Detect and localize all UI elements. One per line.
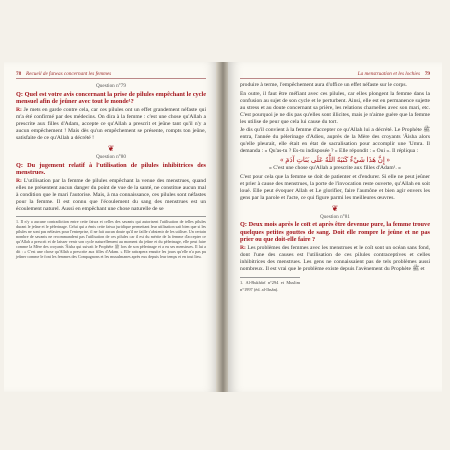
answer-label: R: [16,107,22,114]
footnote: 1. Il n'y a aucune contradiction entre cette fatwa et celles des savants qui autorisent l'utilisation de telles pilules durant le jeûne et le pèlerinage. Celui qui a émis cette fatwa juridique permettant leur utilisation sait bien que si les pilules ne sont pas néfastes pour l'entreprise, il ne fait aucun doute qu'il ne faille s'abstenir de les utiliser. Un certain nombre de savants ne recommandent pas l'utilisation de ces pilules car il est du mérite de la femme d'accepter ce qu'Allah a prescrit et de laisser venir son cycle naturellement au moment du jeûne et du pèlerinage, elle peut faire comme la Mère des croyants 'Âisha qui suivait le Prophète ﷺ lors de son pèlerinage et a eu ses menstrues. Il lui a dit : « C'est une chose qu'Allah a prescrite aux filles d'Adam. » Elle rattrapera ensuite les jours qu'elle n'a pas pu jeûner comme le font les femmes des Compagnons et les musulmanes après eux depuis leur temps et en tout lieu. [16,216,206,259]
hadith-quote: « C'est une chose qu'Allah a prescrite aux filles d'Adam¹. » [269,164,401,171]
question-number: Question n°79 [96,83,126,89]
answer-body: L'utilisation par la femme de pilules empêchant la venue des menstrues, quand elles ne présentent aucun danger du point de vue de la santé, ne constitue aucun mal à condition que le mari l'autorise. Mais, à ma connaissance, ces pilules sont néfastes pour la femme. Il est connu que l'écoulement du sang des menstrues est un écoulement naturel. Aussi en empêchant une chose naturelle de se [16,178,206,212]
answer-text [16,107,206,142]
running-title: Recueil de fatwas concernant les femmes [26,71,112,77]
question-text [16,162,206,176]
question-text [16,91,206,105]
question-body: Du jugement relatif à l'utilisation de pilules inhibitrices des menstrues. [16,161,207,176]
page-number: 78 [16,71,22,77]
question-label: Q: [240,221,247,229]
answer-body: Les problèmes des femmes avec les menstrues et le coït sont un océan sans fond, dont l'une des causes est l'utilisation de ces pilules contraceptives et celles inhibitrices des menstrues. Les gens ne connaissaient pas de tels problèmes aussi nombreux. Il est vrai que le problème existe depuis l'avènement du Prophète ﷺ et [240,245,430,272]
left-page-content [16,82,206,259]
right-page [228,62,442,392]
question-number: Question n°80 [96,153,126,160]
page-number: 79 [424,71,430,77]
question-text [240,221,430,243]
ornament-divider: ❦ [331,203,339,213]
paragraph: En outre, il faut être méfiant avec ces pilules, car elles plongent la femme dans la confusion au sujet de son cycle et le perturbent. Ainsi, elle est en permanence sujette au stress et au doute concernant sa prière, les relations charnelles avec son mari, etc. C'est pourquoi je ne dis pas qu'elles sont illicites, mais je n'aime guère que la femme les utilise de peur que cela lui cause du tort. [240,90,430,125]
paragraph: produire à terme, l'empêchement aura d'office un effet néfaste sur le corps. [240,82,407,88]
question-label: Q: [16,90,23,98]
answer-body: Je mets en garde contre cela, car ces pilules ont un effet grandement néfaste qui m'a été confirmé par des médecins. On dira à la femme : c'est une chose qu'Allah a prescrite aux filles d'Adam, accepte ce qu'Allah a prescrit et jeûne tant qu'il n'y a aucun empêchement ! Mais dès qu'un empêchement se présente, rompts ton jeûne, satisfaite de ce qu'Allah a décrété ! [16,107,207,141]
left-page [4,62,218,392]
question-body: Deux mois après le coït et après être devenue pure, la femme trouve quelques petites gouttes de sang. Doit elle rompre le jeûne et ne pas prier ou que doit-elle faire ? [240,221,430,243]
right-page-content [240,82,430,293]
question-label: Q: [16,161,23,169]
answer-text [16,178,206,213]
ornament-divider: ❦ [107,143,115,153]
question-body: Quel est votre avis concernant la prise de pilules empêchant le cycle mensuel afin de jeûner avec tout le monde¹? [16,90,206,106]
answer-label: R: [240,245,246,252]
header-rule [16,78,206,79]
answer-label: R: [16,178,22,185]
header-rule [240,78,430,79]
running-title: La menstruation et les lochies [357,71,420,77]
question-number: Question n°81 [320,213,350,220]
answer-text [240,245,430,273]
footnote: 1. Al-Bukhârî n°294 et Muslim n°1997 (éd. al-Ihsân). [240,277,300,294]
paragraph: Je dis qu'il convient à la femme d'accepter ce qu'Allah lui a décrété. Le Prophète ﷺ entra, l'année du pèlerinage d'Adieu, auprès de la Mère des croyants 'Âisha alors qu'elle pleurait, elle était en état de sacralisation pour accomplir une 'Umra. Il demanda : « Qu'as-tu ? Es-tu indisposée ? » Elle répondit : « Oui ». Il répliqua : [240,127,430,155]
arabic-quote: « إِنَّ هَذَا شَيْءٌ كَتَبَهُ اللَّهُ عَلَى بَنَاتِ آدَمَ » [279,156,391,165]
paragraph: C'est pour cela que la femme se doit de patienter et d'endurer. Si elle ne peut jeûner et prier à cause des menstrues, la porte de l'invocation reste ouverte, qu'Allah en soit loué. Elle peut évoquer Allah et Le glorifier, faire l'aumône et bien agir envers les gens par la parole et l'acte, ce qui figure parmi les meilleures œuvres. [240,173,430,201]
